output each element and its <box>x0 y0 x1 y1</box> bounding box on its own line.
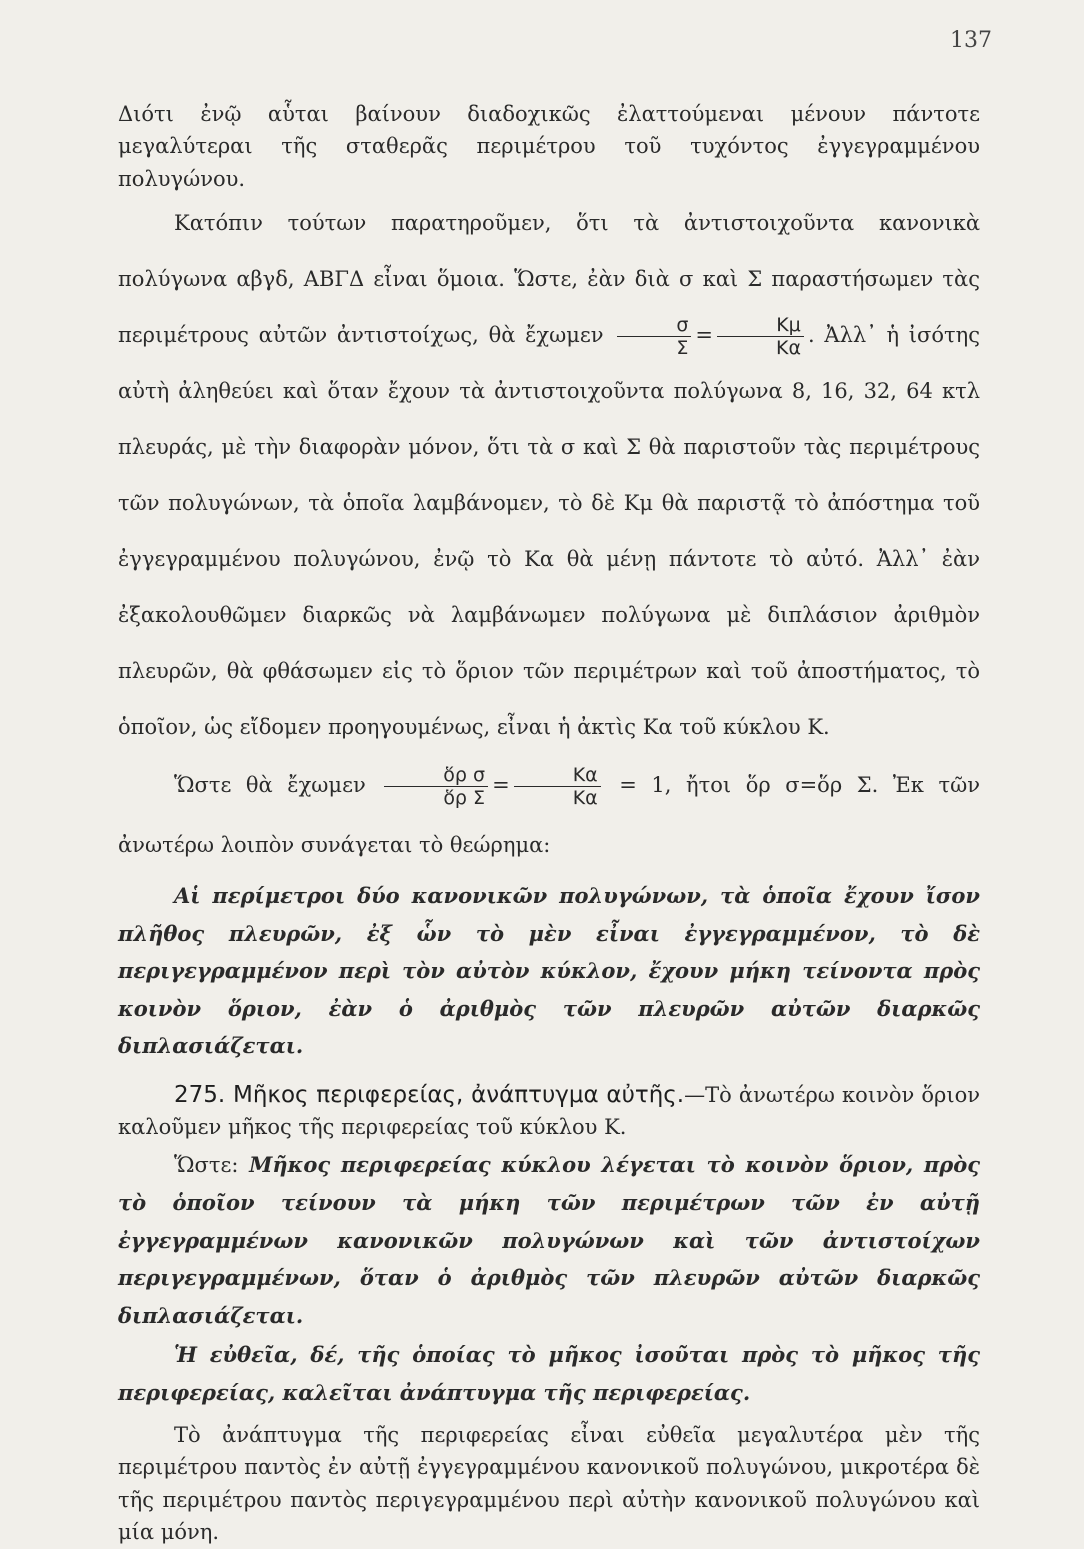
fraction-km-denominator: Κα <box>776 337 801 360</box>
section-275 <box>118 1079 980 1144</box>
definition-1-text: Μῆκος περιφερείας κύκλου λέγεται τὸ κοινὸν ὅριον, πρὸς τὸ ὁποῖον τείνουν τὰ μήκη τῶν περιμέτρων τῶν ἐν αὐτῇ ἐγγεγραμμένων κανονικῶν πολυγώνων καὶ τῶν ἀντιστοίχων περιγεγραμμένων, ὅταν ὁ ἀριθμὸς τῶν πλευρῶν αὐτῶν διαρκῶς διπλασιάζεται. <box>118 1151 981 1328</box>
page-number: 137 <box>950 28 992 53</box>
fraction-km-numerator: Κμ <box>717 314 804 337</box>
fraction-ka-numerator: Κα <box>514 764 601 787</box>
fraction-sigma-numerator: σ <box>617 314 691 337</box>
equals-sign: = <box>695 323 713 348</box>
paragraph-3 <box>118 755 980 875</box>
paragraph-3-text-b: = 1, ἤτοι ὅρ σ=ὅρ Σ. Ἐκ τῶν ἀνωτέρω λοιπὸν συνάγεται τὸ θεώρημα: <box>118 773 980 858</box>
section-heading: 275. Μῆκος περιφερείας, ἀνάπτυγμα αὐτῆς. <box>174 1081 685 1108</box>
paragraph-2-text-b: . Ἀλλ᾽ ἡ ἰσότης αὐτὴ ἀληθεύει καὶ ὅταν ἔχουν τὰ ἀντιστοιχοῦντα πολύγωνα 8, 16, 32, 64 κτλ πλευράς, μὲ τὴν διαφορὰν μόνον, ὅτι τὰ σ καὶ Σ θὰ παριστοῦν τὰς περιμέτρους τῶν πολυγώνων, τὰ ὁποῖα λαμβάνομεν, τὸ δὲ Κμ θὰ παριστᾷ τὸ ἀπόστημα τοῦ ἐγγεγραμμένου πολυγώνου, ἐνῷ τὸ Κα θὰ μένῃ πάντοτε τὸ αὐτό. Ἀλλ᾽ ἐὰν ἐξακολουθῶμεν διαρκῶς νὰ λαμβάνωμεν πολύγωνα μὲ διπλάσιον ἀριθμὸν πλευρῶν, θὰ φθάσωμεν εἰς τὸ ὅριον τῶν περιμέτρων καὶ τοῦ ἀποστήματος, τὸ ὁποῖον, ὡς εἴδομεν προηγουμένως, εἶναι ἡ ἀκτὶς Κα τοῦ κύκλου Κ. <box>118 323 980 740</box>
section-text: —Τὸ ἀνωτέρω κοινὸν ὅριον καλοῦμεν μῆκος τῆς περιφερείας τοῦ κύκλου Κ. <box>118 1082 980 1140</box>
paragraph-1: Διότι ἐνῷ αὗται βαίνουν διαδοχικῶς ἐλαττούμεναι μένουν πάντοτε μεγαλύτεραι τῆς σταθερᾶς περιμέτρου τοῦ τυχόντος ἐγγεγραμμένου πολυγώνου. <box>118 102 980 191</box>
fraction-ka <box>514 764 601 809</box>
theorem-1: Αἱ περίμετροι δύο κανονικῶν πολυγώνων, τὰ ὁποῖα ἔχουν ἴσον πλῆθος πλευρῶν, ἐξ ὧν τὸ μὲν εἶναι ἐγγεγραμμένον, τὸ δὲ περιγεγραμμένον περὶ τὸν αὐτὸν κύκλον, ἔχουν μήκη τείνοντα πρὸς κοινὸν ὅριον, ἐὰν ὁ ἀριθμὸς τῶν πλευρῶν αὐτῶν διαρκῶς διπλασιάζεται. <box>118 883 980 1059</box>
fraction-limit-sigma-denominator: ὅρ Σ <box>443 787 486 810</box>
fraction-sigma <box>617 314 691 359</box>
paragraph-2-text-a: Κατόπιν τούτων παρατηροῦμεν, ὅτι τὰ ἀντιστοιχοῦντα κανονικὰ πολύγωνα αβγδ, ΑΒΓΔ εἶναι ὅμοια. Ὥστε, ἐὰν διὰ σ καὶ Σ παραστήσωμεν τὰς περιμέτρους αὐτῶν ἀντιστοίχως, θὰ ἔχωμεν <box>118 211 980 348</box>
definition-2: Ἡ εὐθεῖα, δέ, τῆς ὁποίας τὸ μῆκος ἰσοῦται πρὸς τὸ μῆκος τῆς περιφερείας, καλεῖται ἀνάπτυγμα τῆς περιφερείας. <box>118 1342 980 1405</box>
fraction-ka-denominator: Κα <box>572 787 598 810</box>
fraction-limit-sigma-numerator: ὅρ σ <box>384 764 488 787</box>
definition-1-lead: Ὥστε: <box>174 1152 239 1177</box>
paragraph-3-text-a: Ὥστε θὰ ἔχωμεν <box>174 773 366 798</box>
page-content <box>118 98 980 1549</box>
definition-1 <box>118 1146 980 1335</box>
equals-sign-1: = <box>492 773 510 798</box>
fraction-limit-sigma <box>384 764 488 809</box>
fraction-km <box>717 314 804 359</box>
fraction-sigma-denominator: Σ <box>676 337 689 360</box>
paragraph-last: Τὸ ἀνάπτυγμα τῆς περιφερείας εἶναι εὐθεῖα μεγαλυτέρα μὲν τῆς περιμέτρου παντὸς ἐν αὐτῇ ἐγγεγραμμένου κανονικοῦ πολυγώνου, μικροτέρα δὲ τῆς περιμέτρου παντὸς περιγεγραμμένου περὶ αὐτὴν κανονικοῦ πολυγώνου καὶ μία μόνη. <box>118 1423 980 1545</box>
paragraph-2 <box>118 195 980 755</box>
